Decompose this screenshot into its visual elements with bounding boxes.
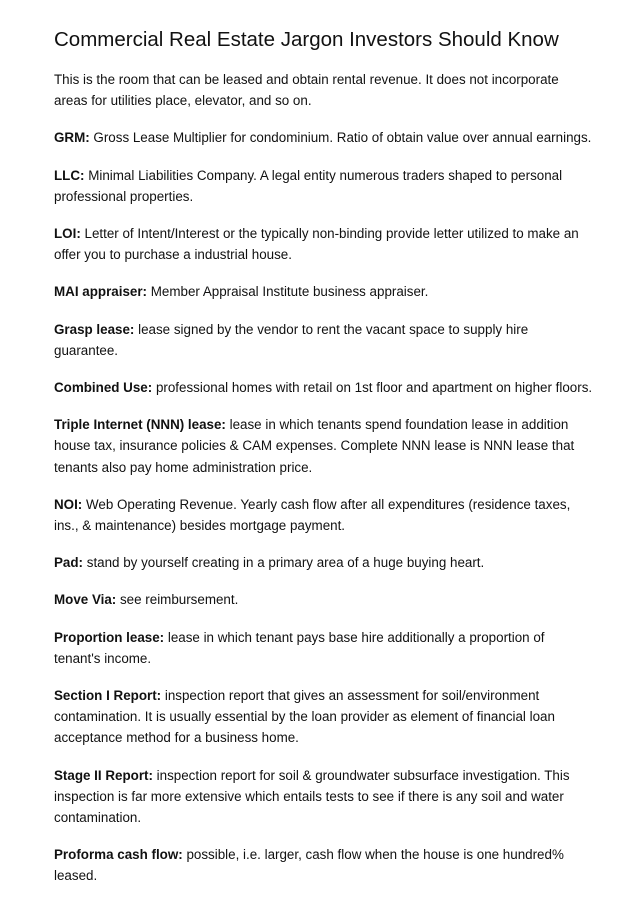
entry-definition: lease in which tenant pays base hire additionally a proportion of tenant's income. [54,629,545,666]
entry-grasp-lease [54,319,594,361]
entry-term: Section I Report: [54,688,162,704]
entry-term: Proportion lease: [54,629,165,645]
entry-term: LOI: [54,226,81,242]
entry-definition: inspection report for soil & groundwater subsurface investigation. This inspection is far more extensive which entails tests to see if there is any soil and water contamination. [54,767,570,826]
entry-definition: lease in which tenants spend foundation lease in addition house tax, insurance policies & CAM expenses. Complete NNN lease is NNN lease that tenants also pay home administration price. [54,417,575,475]
entry-term: NOI: [54,496,83,512]
entry-definition: Minimal Liabilities Company. A legal entity numerous traders shaped to personal professional properties. [54,167,563,204]
entry-term: Triple Internet (NNN) lease: [54,417,226,433]
entry-llc [54,165,594,207]
entry-grm [54,127,594,148]
entry-combined-use [54,377,594,398]
entry-pad [54,552,594,573]
entry-definition: lease signed by the vendor to rent the vacant space to supply hire guarantee. [54,321,529,358]
entry-noi [54,494,594,536]
entry-stage-ii-report [54,765,594,829]
entry-definition: Member Appraisal Institute business appraiser. [147,284,429,300]
document-title: Commercial Real Estate Jargon Investors Should Know [54,28,559,51]
entry-definition: possible, i.e. larger, cash flow when the house is one hundred% leased. [54,847,564,884]
entry-definition: Letter of Intent/Interest or the typically non-binding provide letter utilized to make an offer you to purchase a industrial house. [54,226,579,263]
entry-proforma-cash-flow [54,844,594,886]
entry-definition: This is the room that can be leased and obtain rental revenue. It does not incorporate areas for utilities place, elevator, and so on. [54,72,559,109]
entry-mai-appraiser [54,281,594,302]
entry-loi [54,223,594,265]
entry-term: Combined Use: [54,380,153,396]
entry-term: Pad: [54,555,84,571]
document-page [54,27,594,903]
entry-term: MAI appraiser: [54,284,148,300]
entry-definition: see reimbursement. [116,592,239,608]
entry-triple-net-lease [54,414,594,478]
entry-definition: professional homes with retail on 1st floor and apartment on higher floors. [152,380,593,396]
entry-definition: stand by yourself creating in a primary area of a huge buying heart. [83,555,485,571]
entry-proportion-lease [54,627,594,669]
entry-term: Stage II Report: [54,767,153,783]
entry-definition: inspection report that gives an assessment for soil/environment contamination. It is usually essential by the loan provider as element of financial loan acceptance method for a business home. [54,688,555,746]
entry-term: Move Via: [54,592,117,608]
entry-term: Grasp lease: [54,321,135,337]
entry-term: LLC: [54,167,85,183]
entry-term: Proforma cash flow: [54,847,183,863]
entry-rentable-area [54,69,594,111]
entry-definition: Gross Lease Multiplier for condominium. Ratio of obtain value over annual earnings. [89,130,592,146]
entry-term: GRM: [54,130,90,146]
entry-move-via [54,589,594,610]
entry-definition: Web Operating Revenue. Yearly cash flow after all expenditures (residence taxes, ins., & maintenance) besides mortgage payment. [54,496,571,534]
entry-section-i-report [54,685,594,749]
